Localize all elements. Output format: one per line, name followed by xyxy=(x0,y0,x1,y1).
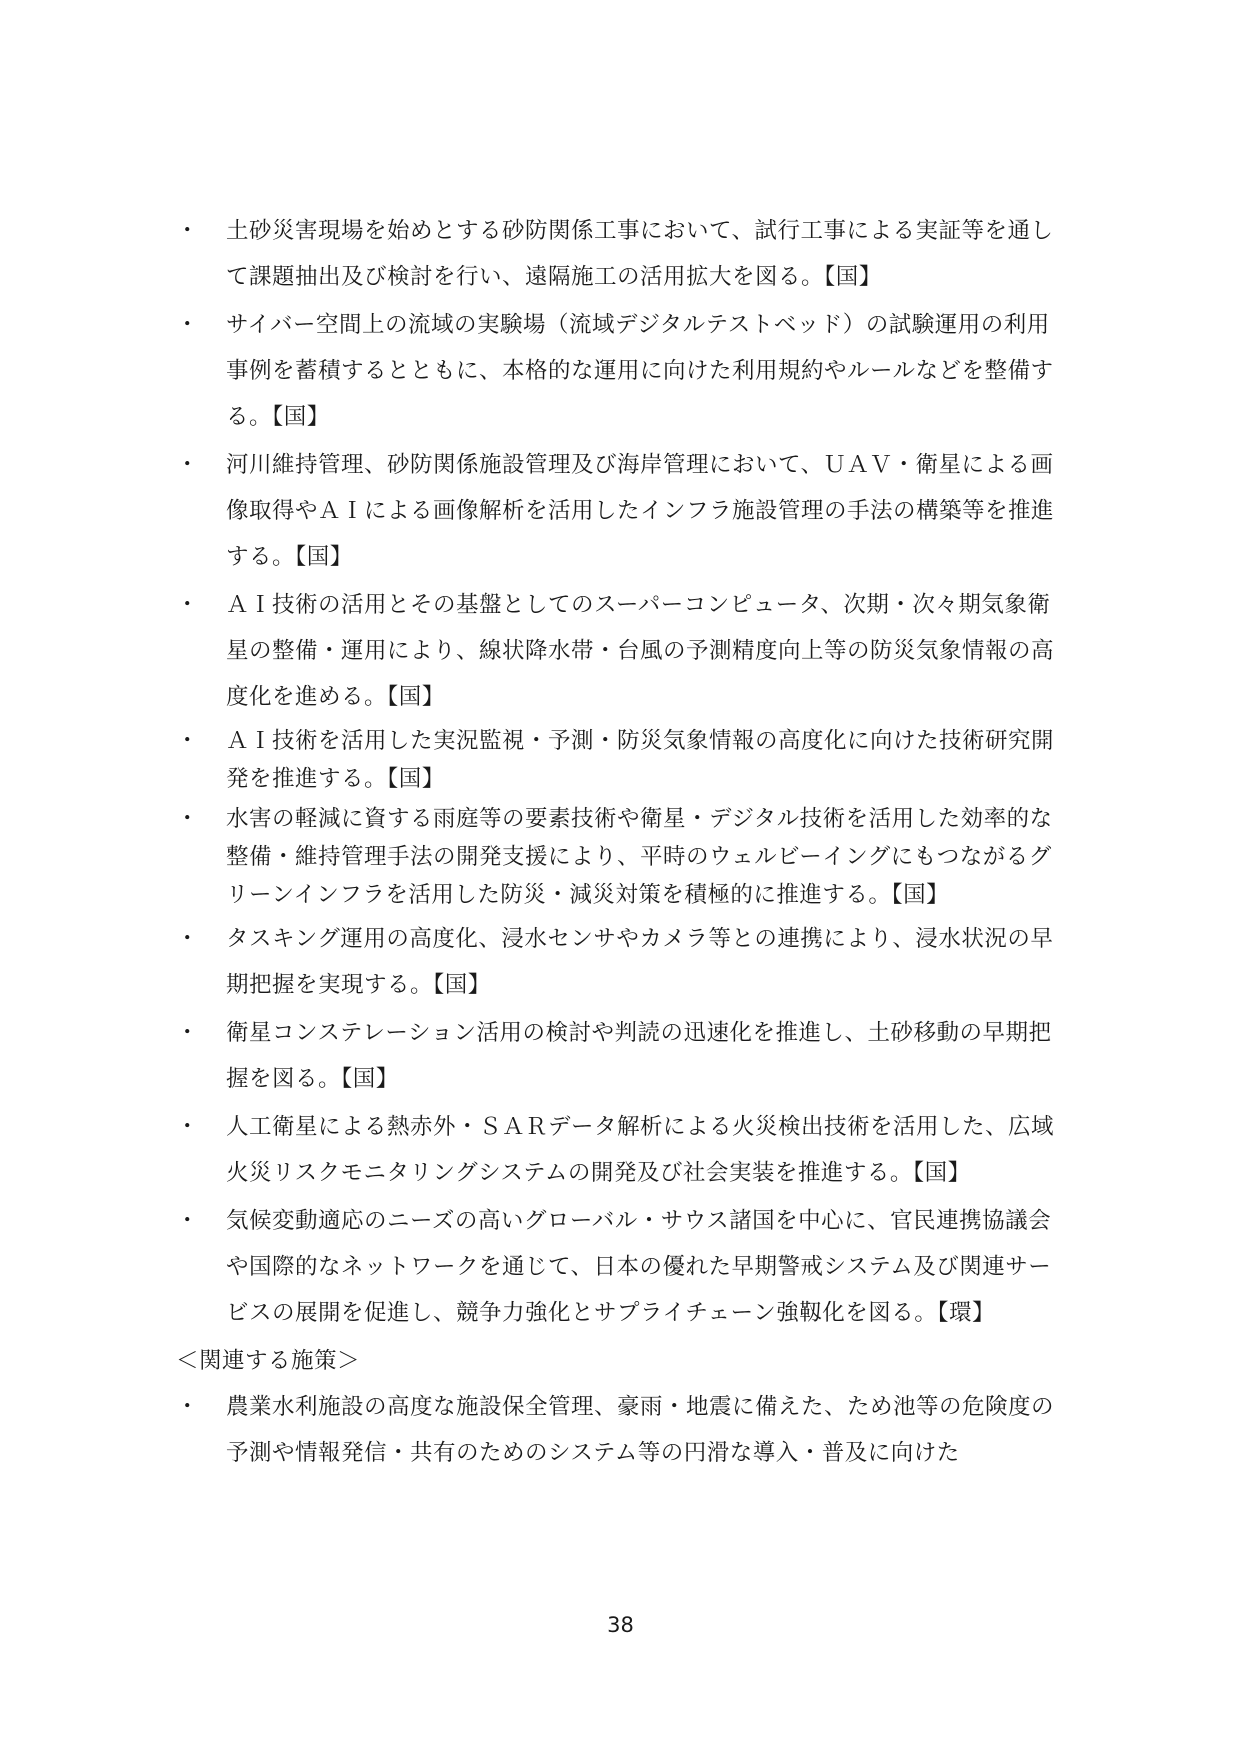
bullet-marker: ・ xyxy=(176,452,200,478)
list-item-text: 人工衛星による熱赤外・ＳＡＲデータ解析による火災検出技術を活用した、広域火災リスクモニタリングシステムの開発及び社会実装を推進する。【国】 xyxy=(226,1114,1055,1186)
list-item xyxy=(176,302,1066,440)
list-item xyxy=(176,1010,1066,1102)
bullet-marker: ・ xyxy=(176,1020,200,1046)
list-item xyxy=(176,1384,1066,1476)
list-item-text: タスキング運用の高度化、浸水センサやカメラ等との連携により、浸水状況の早期把握を実現する。【国】 xyxy=(226,926,1054,998)
list-item-text: 衛星コンステレーション活用の検討や判読の迅速化を推進し、土砂移動の早期把握を図る。【国】 xyxy=(226,1020,1052,1092)
list-item xyxy=(176,1198,1066,1336)
list-item-text: 河川維持管理、砂防関係施設管理及び海岸管理において、ＵＡＶ・衛星による画像取得やＡＩによる画像解析を活用したインフラ施設管理の手法の構築等を推進する。【国】 xyxy=(226,452,1055,570)
page-number: 38 xyxy=(607,1613,634,1637)
list-item xyxy=(176,442,1066,580)
list-item-text: 水害の軽減に資する雨庭等の要素技術や衛星・デジタル技術を活用した効率的な整備・維持管理手法の開発支援により、平時のウェルビーイングにもつながるグリーンインフラを活用した防災・減災対策を積極的に推進する。【国】 xyxy=(226,806,1053,908)
bullet-marker: ・ xyxy=(176,312,200,338)
bullet-marker: ・ xyxy=(176,592,200,618)
list-item-text: ＡＩ技術を活用した実況監視・予測・防災気象情報の高度化に向けた技術研究開発を推進する。【国】 xyxy=(226,728,1055,792)
page-content xyxy=(176,208,1066,1478)
list-item xyxy=(176,582,1066,720)
list-item-text: サイバー空間上の流域の実験場（流域デジタルテストベッド）の試験運用の利用事例を蓄積するとともに、本格的な運用に向けた利用規約やルールなどを整備する。【国】 xyxy=(226,312,1054,430)
bullet-marker: ・ xyxy=(176,218,200,244)
bullet-marker: ・ xyxy=(176,728,200,754)
list-item xyxy=(176,722,1066,798)
bullet-marker: ・ xyxy=(176,806,200,832)
list-item-text: 気候変動適応のニーズの高いグローバル・サウス諸国を中心に、官民連携協議会や国際的なネットワークを通じて、日本の優れた早期警戒システム及び関連サービスの展開を促進し、競争力強化とサプライチェーン強靱化を図る。【環】 xyxy=(226,1208,1052,1326)
bullet-marker: ・ xyxy=(176,1114,200,1140)
list-item-text: 土砂災害現場を始めとする砂防関係工事において、試行工事による実証等を通して課題抽出及び検討を行い、遠隔施工の活用拡大を図る。【国】 xyxy=(226,218,1054,290)
list-item xyxy=(176,800,1066,914)
list-item xyxy=(176,208,1066,300)
list-item xyxy=(176,916,1066,1008)
section-heading: ＜関連する施策＞ xyxy=(176,1348,361,1374)
bullet-marker: ・ xyxy=(176,1208,200,1234)
bullet-marker: ・ xyxy=(176,1394,200,1420)
bullet-marker: ・ xyxy=(176,926,200,952)
list-item-text: 農業水利施設の高度な施設保全管理、豪雨・地震に備えた、ため池等の危険度の予測や情報発信・共有のためのシステム等の円滑な導入・普及に向けた xyxy=(226,1394,1055,1466)
list-item xyxy=(176,1104,1066,1196)
list-item-text: ＡＩ技術の活用とその基盤としてのスーパーコンピュータ、次期・次々期気象衛星の整備・運用により、線状降水帯・台風の予測精度向上等の防災気象情報の高度化を進める。【国】 xyxy=(226,592,1055,710)
